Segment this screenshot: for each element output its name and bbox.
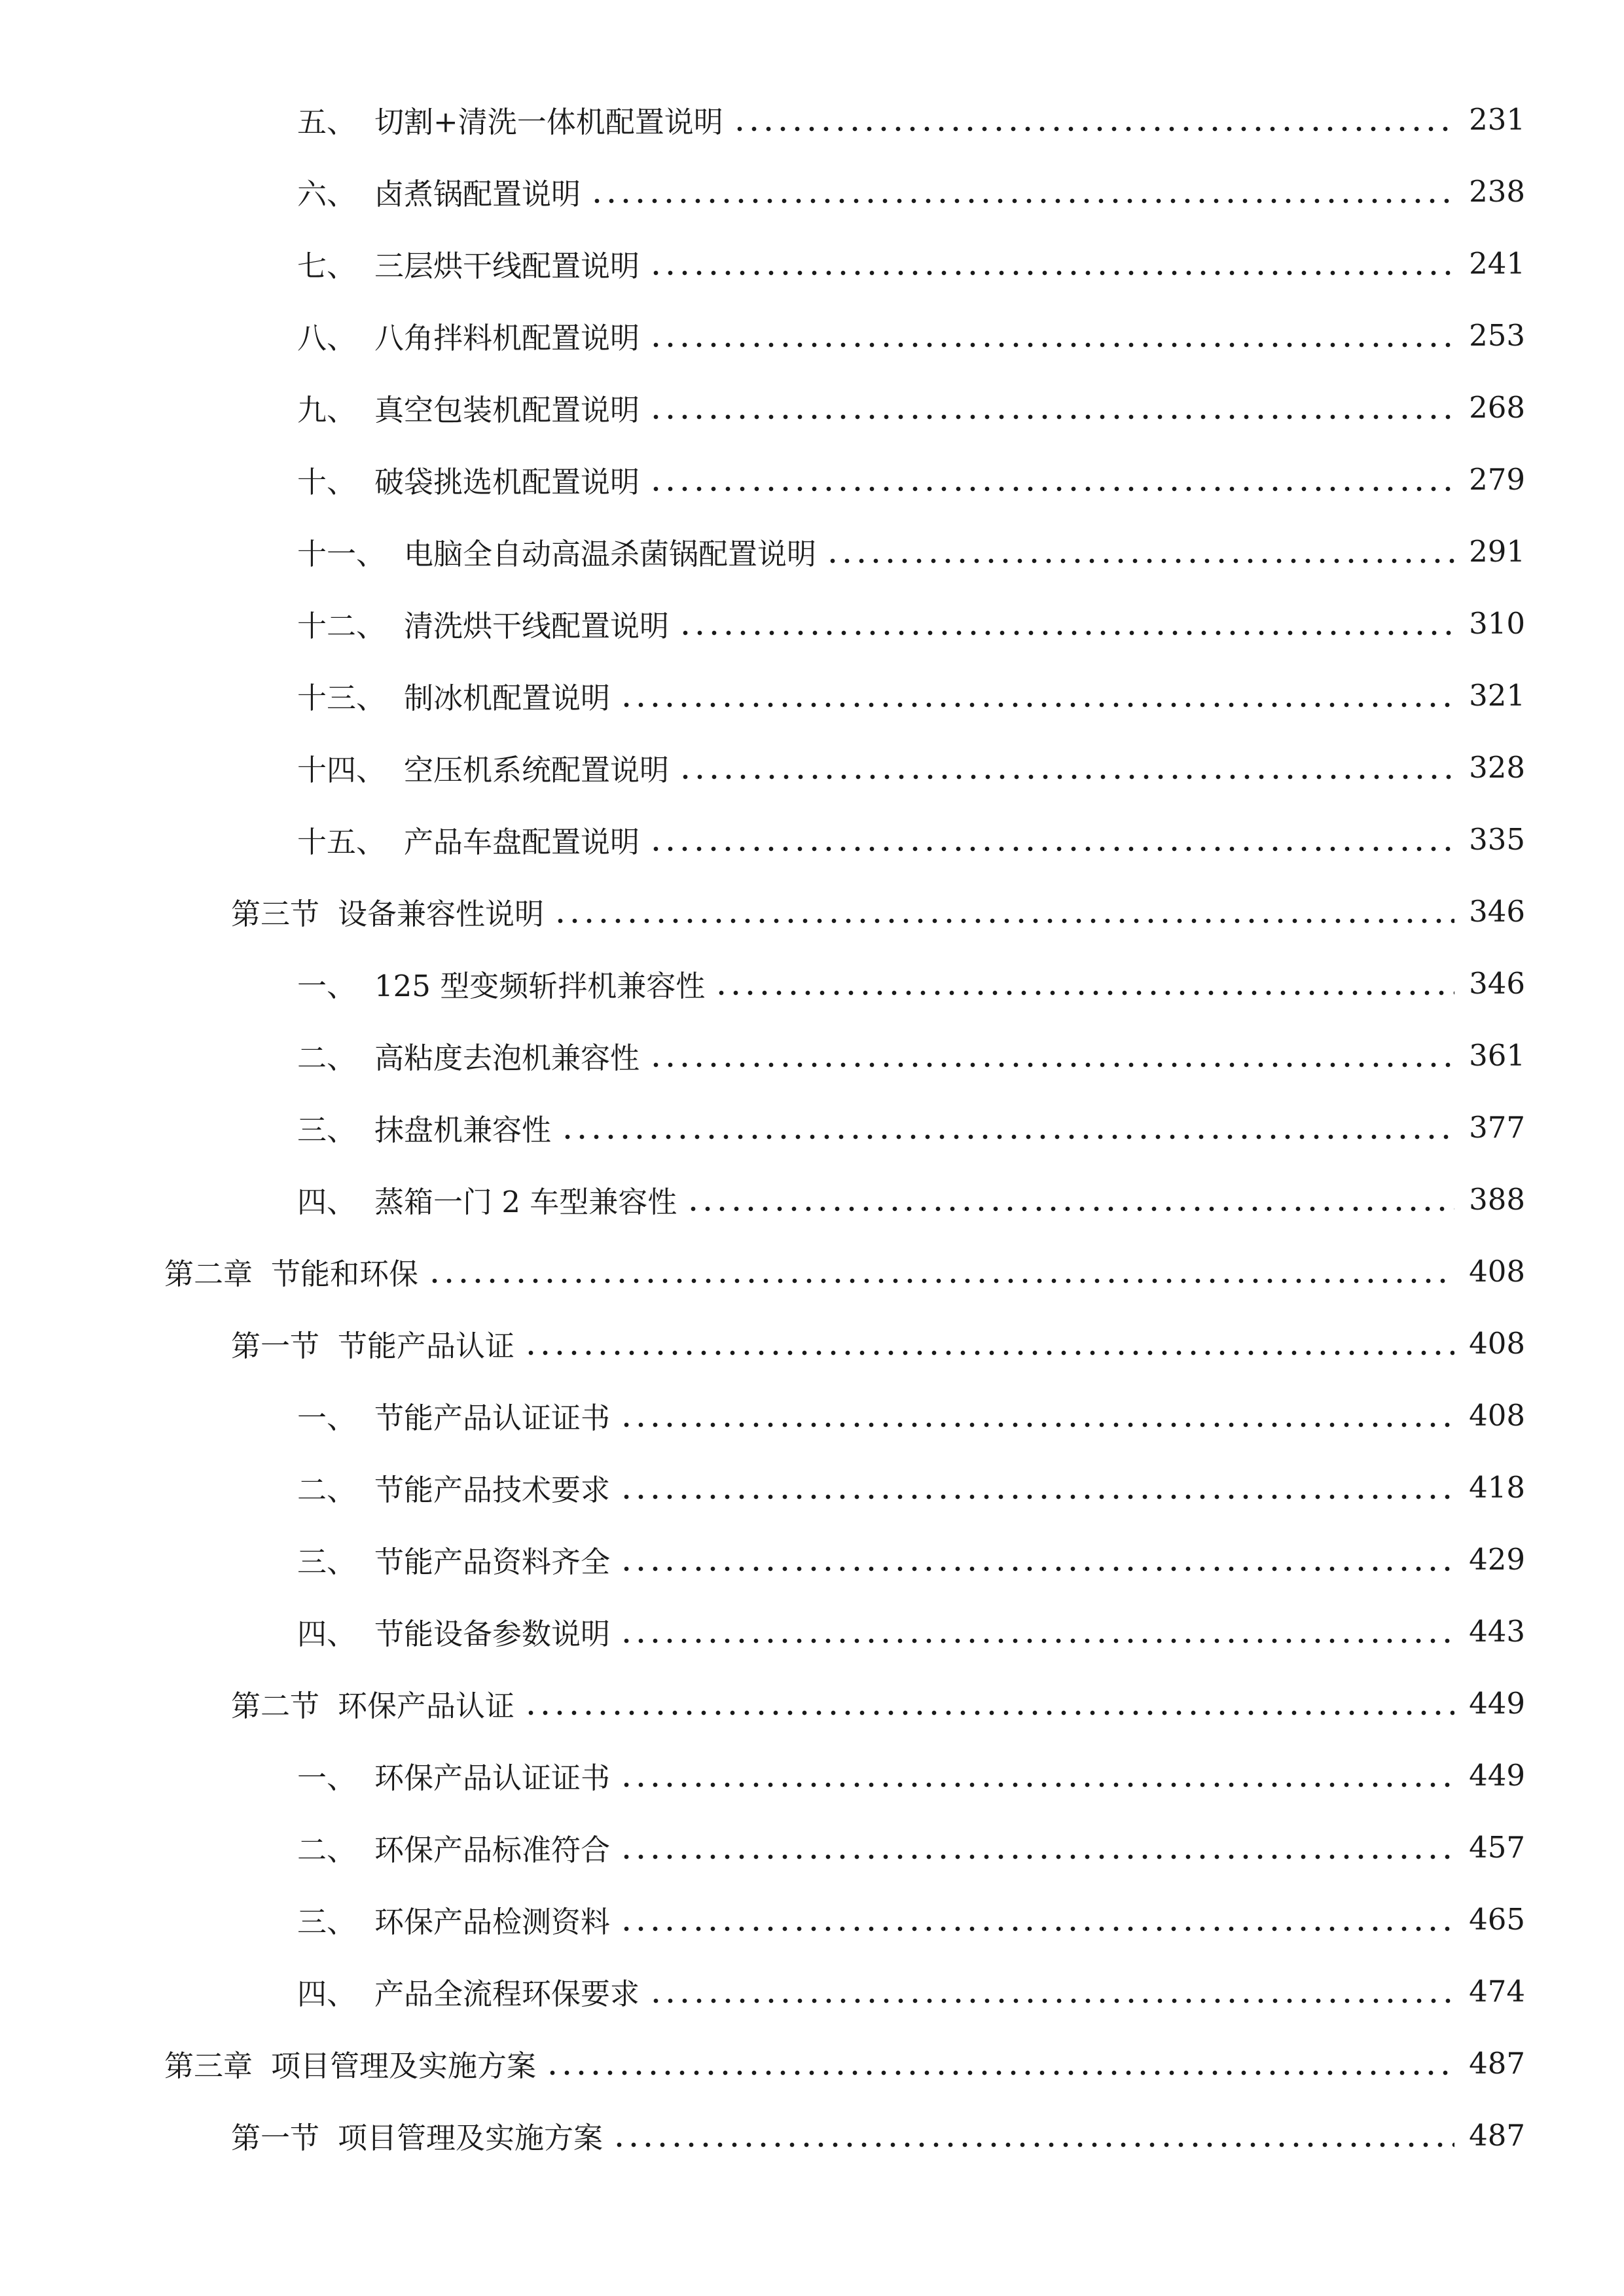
- toc-entry-title: 125 型变频斩拌机兼容性: [374, 968, 706, 1003]
- toc-entry[interactable]: [297, 1394, 1525, 1436]
- toc-entry[interactable]: [231, 890, 1525, 932]
- toc-entry-title: 环保产品认证证书: [374, 1760, 611, 1795]
- toc-entry-page-number: 429: [1469, 1541, 1525, 1577]
- toc-entry-number: 七、: [297, 248, 357, 283]
- dot-leader: [649, 1034, 1454, 1076]
- toc-entry-number: 四、: [297, 1616, 357, 1651]
- toc-entry-title: 卤煮锅配置说明: [374, 176, 581, 211]
- toc-entry-title: 节能产品认证: [338, 1328, 515, 1363]
- toc-entry-page-number: 346: [1469, 965, 1525, 1001]
- toc-entry[interactable]: [297, 602, 1525, 644]
- toc-entry-title: 破袋挑选机配置说明: [374, 464, 640, 499]
- toc-entry-page-number: 361: [1469, 1037, 1525, 1073]
- dot-leader: [619, 1538, 1454, 1580]
- toc-entry[interactable]: [297, 1970, 1525, 2012]
- dot-leader: [612, 2114, 1454, 2156]
- dot-leader: [524, 1322, 1454, 1364]
- toc-entry-number: 第二节: [231, 1688, 320, 1723]
- toc-entry-title: 高粘度去泡机兼容性: [374, 1040, 640, 1075]
- toc-entry[interactable]: [297, 746, 1525, 788]
- toc-entry-page-number: 449: [1469, 1757, 1525, 1793]
- toc-entry-page-number: 268: [1469, 389, 1525, 425]
- toc-entry[interactable]: [297, 962, 1525, 1004]
- dot-leader: [678, 602, 1454, 644]
- toc-entry-title: 真空包装机配置说明: [374, 392, 640, 427]
- toc-entry-number: 三、: [297, 1544, 357, 1579]
- dot-leader: [619, 1610, 1454, 1652]
- toc-entry-page-number: 449: [1469, 1685, 1525, 1721]
- toc-entry-number: 十五、: [297, 824, 386, 859]
- toc-entry-title: 项目管理及实施方案: [338, 2120, 604, 2155]
- dot-leader: [649, 314, 1454, 356]
- dot-leader: [560, 1106, 1454, 1148]
- toc-entry[interactable]: [297, 1898, 1525, 1940]
- toc-entry-title: 产品全流程环保要求: [374, 1976, 640, 2011]
- toc-entry-page-number: 474: [1469, 1973, 1525, 2009]
- toc-entry-page-number: 238: [1469, 173, 1525, 209]
- toc-entry[interactable]: [297, 98, 1525, 140]
- dot-leader: [649, 818, 1454, 860]
- toc-entry-number: 二、: [297, 1040, 357, 1075]
- toc-entry[interactable]: [297, 1178, 1525, 1220]
- toc-entry-number: 三、: [297, 1112, 357, 1147]
- dot-leader: [649, 458, 1454, 500]
- toc-entry[interactable]: [231, 2114, 1525, 2156]
- toc-entry[interactable]: [297, 1610, 1525, 1652]
- dot-leader: [732, 98, 1454, 140]
- toc-entry-page-number: 487: [1469, 2045, 1525, 2081]
- dot-leader: [649, 242, 1454, 284]
- toc-entry-number: 五、: [297, 104, 357, 139]
- toc-entry[interactable]: [164, 1250, 1525, 1292]
- toc-entry[interactable]: [297, 1034, 1525, 1076]
- toc-entry-number: 第二章: [164, 1256, 253, 1291]
- dot-leader: [714, 962, 1454, 1004]
- toc-entry-page-number: 418: [1469, 1469, 1525, 1505]
- dot-leader: [524, 1682, 1454, 1724]
- toc-entry-title: 空压机系统配置说明: [404, 752, 670, 787]
- toc-entry-page-number: 443: [1469, 1613, 1525, 1649]
- toc-entry-page-number: 253: [1469, 317, 1525, 353]
- toc-entry-title: 项目管理及实施方案: [271, 2048, 537, 2083]
- toc-entry-page-number: 335: [1469, 821, 1525, 857]
- toc-entry-title: 三层烘干线配置说明: [374, 248, 640, 283]
- toc-entry-title: 节能设备参数说明: [374, 1616, 611, 1651]
- toc-entry-page-number: 408: [1469, 1325, 1525, 1361]
- toc-entry-page-number: 328: [1469, 749, 1525, 785]
- toc-entry-number: 八、: [297, 320, 357, 355]
- toc-entry-title: 产品车盘配置说明: [404, 824, 640, 859]
- dot-leader: [619, 1754, 1454, 1796]
- toc-entry-page-number: 377: [1469, 1109, 1525, 1145]
- dot-leader: [649, 386, 1454, 428]
- toc-entry[interactable]: [164, 2042, 1525, 2084]
- toc-entry-number: 第三章: [164, 2048, 253, 2083]
- toc-entry[interactable]: [297, 242, 1525, 284]
- toc-entry-title: 抹盘机兼容性: [374, 1112, 552, 1147]
- toc-entry-number: 第三节: [231, 896, 320, 931]
- toc-entry-title: 电脑全自动高温杀菌锅配置说明: [404, 536, 817, 571]
- toc-entry-number: 十三、: [297, 680, 386, 715]
- toc-entry-page-number: 465: [1469, 1901, 1525, 1937]
- toc-entry-number: 九、: [297, 392, 357, 427]
- toc-entry-page-number: 408: [1469, 1397, 1525, 1433]
- toc-entry-page-number: 321: [1469, 677, 1525, 713]
- toc-entry[interactable]: [231, 1682, 1525, 1724]
- toc-entry-page-number: 346: [1469, 893, 1525, 929]
- dot-leader: [427, 1250, 1454, 1292]
- toc-entry-number: 一、: [297, 968, 357, 1003]
- toc-entry[interactable]: [231, 1322, 1525, 1364]
- toc-entry-page-number: 231: [1469, 101, 1525, 137]
- dot-leader: [619, 1394, 1454, 1436]
- toc-entry-number: 第一节: [231, 1328, 320, 1363]
- dot-leader: [686, 1178, 1454, 1220]
- dot-leader: [825, 530, 1454, 572]
- toc-entry[interactable]: [297, 1754, 1525, 1796]
- toc-entry-title: 节能产品技术要求: [374, 1472, 611, 1507]
- toc-entry-number: 六、: [297, 176, 357, 211]
- toc-entry-page-number: 388: [1469, 1181, 1525, 1217]
- toc-entry-number: 二、: [297, 1472, 357, 1507]
- toc-entry-title: 节能产品资料齐全: [374, 1544, 611, 1579]
- toc-entry-number: 四、: [297, 1184, 357, 1219]
- toc-entry[interactable]: [297, 530, 1525, 572]
- dot-leader: [619, 674, 1454, 716]
- toc-entry-number: 十四、: [297, 752, 386, 787]
- dot-leader: [619, 1898, 1454, 1940]
- toc-entry-title: 环保产品检测资料: [374, 1904, 611, 1939]
- toc-entry-title: 制冰机配置说明: [404, 680, 611, 715]
- toc-entry-page-number: 291: [1469, 533, 1525, 569]
- toc-entry-title: 设备兼容性说明: [338, 896, 545, 931]
- toc-entry[interactable]: [297, 1538, 1525, 1580]
- toc-entry-number: 十一、: [297, 536, 386, 571]
- dot-leader: [678, 746, 1454, 788]
- toc-entry-page-number: 241: [1469, 245, 1525, 281]
- toc-entry[interactable]: [297, 458, 1525, 500]
- toc-entry-title: 环保产品认证: [338, 1688, 515, 1723]
- toc-entry-page-number: 408: [1469, 1253, 1525, 1289]
- toc-entry[interactable]: [297, 1826, 1525, 1868]
- toc-entry[interactable]: [297, 314, 1525, 356]
- toc-entry-number: 十、: [297, 464, 357, 499]
- dot-leader: [553, 890, 1454, 932]
- toc-entry-title: 节能和环保: [271, 1256, 419, 1291]
- dot-leader: [545, 2042, 1454, 2084]
- toc-entry-title: 蒸箱一门 2 车型兼容性: [374, 1184, 677, 1219]
- toc-entry-number: 四、: [297, 1976, 357, 2011]
- toc-entry-number: 第一节: [231, 2120, 320, 2155]
- toc-entry-number: 三、: [297, 1904, 357, 1939]
- toc-entry-page-number: 310: [1469, 605, 1525, 641]
- toc-entry-number: 一、: [297, 1760, 357, 1795]
- dot-leader: [649, 1970, 1454, 2012]
- toc-entry[interactable]: [297, 674, 1525, 716]
- toc-entry[interactable]: [297, 170, 1525, 212]
- toc-entry-title: 清洗烘干线配置说明: [404, 608, 670, 643]
- toc-entry[interactable]: [297, 386, 1525, 428]
- toc-entry-title: 环保产品标准符合: [374, 1832, 611, 1867]
- toc-entry-page-number: 487: [1469, 2117, 1525, 2153]
- dot-leader: [590, 170, 1454, 212]
- toc-entry-page-number: 457: [1469, 1829, 1525, 1865]
- toc-entry[interactable]: [297, 1106, 1525, 1148]
- toc-entry-title: 切割+清洗一体机配置说明: [374, 104, 723, 139]
- toc-entry-page-number: 279: [1469, 461, 1525, 497]
- dot-leader: [619, 1826, 1454, 1868]
- toc-entry[interactable]: [297, 818, 1525, 860]
- toc-entry-title: 节能产品认证证书: [374, 1400, 611, 1435]
- toc-entry-title: 八角拌料机配置说明: [374, 320, 640, 355]
- toc-entry[interactable]: [297, 1466, 1525, 1508]
- toc-entry-number: 十二、: [297, 608, 386, 643]
- toc-entry-number: 二、: [297, 1832, 357, 1867]
- dot-leader: [619, 1466, 1454, 1508]
- toc-entry-number: 一、: [297, 1400, 357, 1435]
